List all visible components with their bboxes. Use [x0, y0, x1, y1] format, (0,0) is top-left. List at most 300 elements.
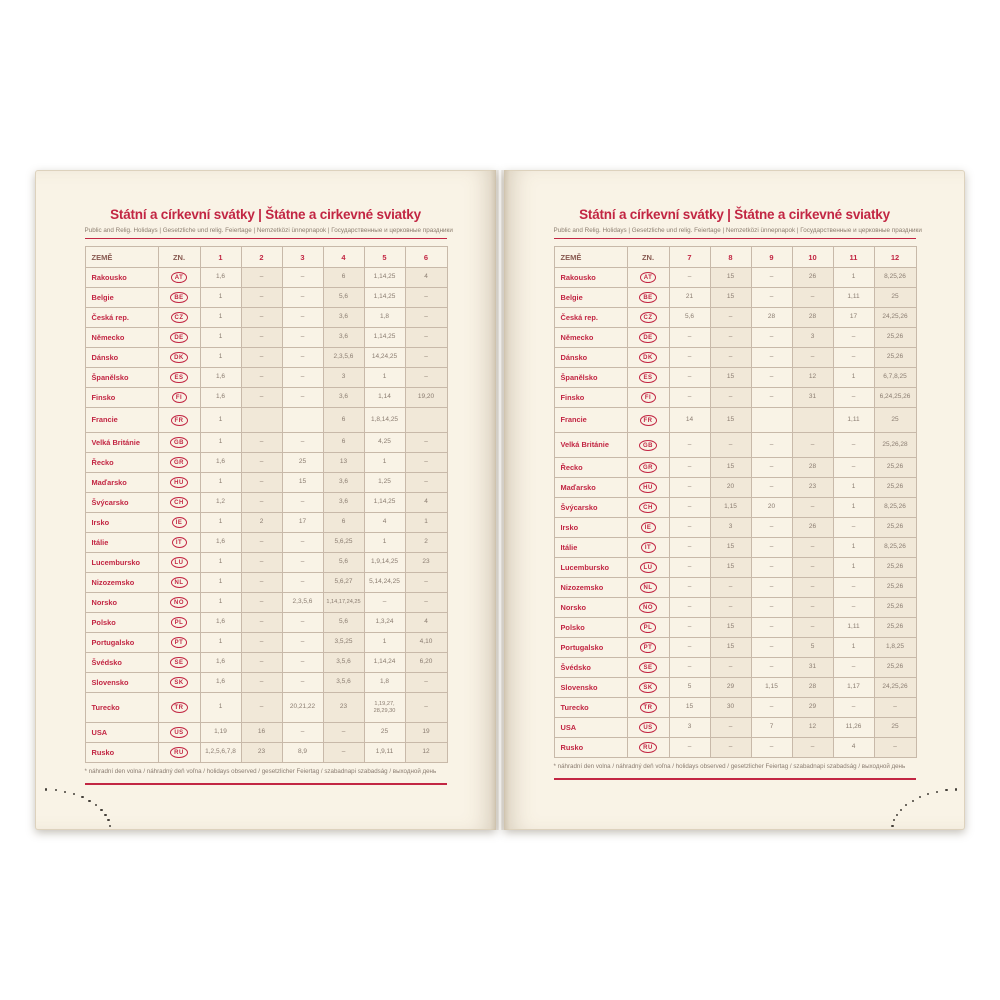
country-code-badge: PT	[640, 642, 657, 653]
country-code-cell	[158, 723, 200, 743]
month-value-cell: 3,5,25	[323, 633, 364, 653]
country-code-cell	[158, 408, 200, 433]
month-value-cell: –	[405, 288, 447, 308]
country-name: Lucembursko	[85, 553, 158, 573]
month-value-cell: 8,25,26	[874, 268, 916, 288]
month-value-cell: 29	[792, 698, 833, 718]
country-code-badge: SK	[170, 677, 187, 688]
month-value-cell: 1,8	[364, 673, 405, 693]
country-code-badge: TR	[171, 702, 188, 713]
country-code-badge: FI	[641, 392, 656, 403]
country-code-badge: US	[639, 722, 656, 733]
month-value-cell: 5,6	[323, 553, 364, 573]
column-header-month: 1	[200, 247, 241, 268]
country-name: Belgie	[554, 288, 627, 308]
month-value-cell: –	[282, 268, 323, 288]
month-value-cell: 25	[874, 718, 916, 738]
country-name: Česká rep.	[554, 308, 627, 328]
month-value-cell: 8,25,26	[874, 538, 916, 558]
month-value-cell: 1	[200, 693, 241, 723]
country-code-badge: BE	[170, 292, 187, 303]
country-code-cell	[158, 348, 200, 368]
month-value-cell: –	[405, 328, 447, 348]
month-value-cell: –	[874, 698, 916, 718]
month-value-cell: –	[751, 368, 792, 388]
month-value-cell: 5	[792, 638, 833, 658]
month-value-cell: 1,6	[200, 368, 241, 388]
column-header-month: 3	[282, 247, 323, 268]
month-value-cell: –	[669, 458, 710, 478]
month-value-cell: –	[669, 598, 710, 618]
month-value-cell: –	[751, 618, 792, 638]
country-code-badge: PL	[640, 622, 657, 633]
month-value-cell: 11,26	[833, 718, 874, 738]
month-value-cell: 15	[710, 408, 751, 433]
table-row	[85, 593, 447, 613]
month-value-cell: 28	[751, 308, 792, 328]
month-value-cell: –	[710, 578, 751, 598]
country-code-cell	[158, 633, 200, 653]
month-value-cell: 1	[833, 368, 874, 388]
country-code-cell	[627, 718, 669, 738]
month-value-cell: –	[241, 593, 282, 613]
month-value-cell: 1,9,11	[364, 743, 405, 763]
month-value-cell: –	[282, 288, 323, 308]
month-value-cell: 15	[710, 368, 751, 388]
month-value-cell: 1,6	[200, 268, 241, 288]
footnote: * náhradní den volna / náhradný deň voľna / holidays observed / gesetzlicher Feiertag / szabadnapi szabadság / выходной день	[553, 763, 906, 770]
month-value-cell: 4	[405, 613, 447, 633]
month-value-cell: –	[792, 498, 833, 518]
month-value-cell: 1,6	[200, 613, 241, 633]
country-code-badge: SK	[639, 682, 656, 693]
country-code-cell	[627, 308, 669, 328]
month-value-cell: 1,14,25	[364, 288, 405, 308]
country-code-cell	[158, 433, 200, 453]
country-code-cell	[627, 328, 669, 348]
table-row	[85, 268, 447, 288]
month-value-cell: 3,6	[323, 473, 364, 493]
month-value-cell: 19	[405, 723, 447, 743]
month-value-cell: 1,6	[200, 533, 241, 553]
month-value-cell: –	[323, 723, 364, 743]
month-value-cell: 4	[405, 493, 447, 513]
country-name: Turecko	[554, 698, 627, 718]
column-header-month: 5	[364, 247, 405, 268]
month-value-cell: –	[282, 653, 323, 673]
country-code-badge: CH	[639, 502, 657, 513]
country-code-badge: FR	[171, 415, 188, 426]
month-value-cell: –	[751, 658, 792, 678]
country-name: Slovensko	[85, 673, 158, 693]
table-row	[85, 743, 447, 763]
month-value-cell: –	[241, 288, 282, 308]
month-value-cell: 5,6,27	[323, 573, 364, 593]
month-value-cell: 25,26	[874, 578, 916, 598]
month-value-cell: –	[669, 348, 710, 368]
month-value-cell: 5	[669, 678, 710, 698]
country-code-cell	[158, 533, 200, 553]
table-row	[554, 718, 916, 738]
month-value-cell: –	[833, 388, 874, 408]
month-value-cell: –	[282, 368, 323, 388]
month-value-cell: –	[669, 368, 710, 388]
month-value-cell: –	[751, 478, 792, 498]
month-value-cell: 23	[241, 743, 282, 763]
country-name: Dánsko	[85, 348, 158, 368]
month-value-cell: –	[282, 348, 323, 368]
month-value-cell: 1	[200, 288, 241, 308]
month-value-cell: 20,21,22	[282, 693, 323, 723]
month-value-cell: 1	[200, 513, 241, 533]
country-code-badge: HU	[639, 482, 657, 493]
table-row	[554, 433, 916, 458]
month-value-cell: –	[751, 558, 792, 578]
country-code-badge: CH	[170, 497, 188, 508]
column-header-month: 2	[241, 247, 282, 268]
month-value-cell: –	[282, 388, 323, 408]
month-value-cell: –	[669, 658, 710, 678]
country-code-badge: DE	[639, 332, 656, 343]
table-row	[554, 678, 916, 698]
month-value-cell: –	[792, 598, 833, 618]
country-code-badge: GB	[170, 437, 188, 448]
perforation-dot	[891, 825, 893, 827]
country-name: USA	[554, 718, 627, 738]
month-value-cell: –	[241, 328, 282, 348]
country-code-badge: GR	[170, 457, 188, 468]
month-value-cell: –	[669, 433, 710, 458]
month-value-cell: 1,6	[200, 673, 241, 693]
month-value-cell: –	[405, 433, 447, 453]
country-code-badge: NL	[640, 582, 657, 593]
country-code-badge: IT	[641, 542, 656, 553]
month-value-cell: –	[405, 473, 447, 493]
bottom-rule	[85, 783, 447, 785]
month-value-cell: –	[751, 738, 792, 758]
month-value-cell: 5,6,25	[323, 533, 364, 553]
month-value-cell: –	[241, 613, 282, 633]
table-row	[85, 673, 447, 693]
country-name: Řecko	[85, 453, 158, 473]
country-name: Francie	[85, 408, 158, 433]
table-row	[554, 388, 916, 408]
month-value-cell: 25	[364, 723, 405, 743]
country-name: Irsko	[554, 518, 627, 538]
month-value-cell: 5,6	[323, 613, 364, 633]
month-value-cell: 1,14,25	[364, 268, 405, 288]
page-subtitle: Public and Relig. Holidays | Gesetzliche und relig. Feiertage | Nemzetközi ünnepnapok | Государственные и церковные праздники	[84, 227, 453, 234]
table-row	[554, 618, 916, 638]
holidays-table-months-7-12	[554, 246, 917, 758]
country-code-badge: GB	[639, 440, 657, 451]
country-name: Rakousko	[554, 268, 627, 288]
column-header-month: 4	[323, 247, 364, 268]
month-value-cell: 21	[669, 288, 710, 308]
country-code-cell	[158, 388, 200, 408]
column-header-month: 8	[710, 247, 751, 268]
perforation-dot	[100, 809, 102, 811]
country-name: Itálie	[85, 533, 158, 553]
month-value-cell: –	[323, 743, 364, 763]
month-value-cell: –	[282, 328, 323, 348]
month-value-cell: 20	[751, 498, 792, 518]
table-row	[85, 653, 447, 673]
month-value-cell: 2	[405, 533, 447, 553]
month-value-cell: –	[833, 348, 874, 368]
month-value-cell: 4	[405, 268, 447, 288]
table-row	[554, 348, 916, 368]
table-row	[85, 633, 447, 653]
month-value-cell: 12	[405, 743, 447, 763]
month-value-cell: 1	[364, 633, 405, 653]
column-header-month: 9	[751, 247, 792, 268]
column-header-month: 6	[405, 247, 447, 268]
month-value-cell: –	[282, 533, 323, 553]
month-value-cell: 4,10	[405, 633, 447, 653]
month-value-cell: 3,6	[323, 388, 364, 408]
month-value-cell: 1,11	[833, 288, 874, 308]
country-code-cell	[627, 458, 669, 478]
month-value-cell: 16	[241, 723, 282, 743]
month-value-cell: –	[710, 718, 751, 738]
month-value-cell	[282, 408, 323, 433]
country-name: USA	[85, 723, 158, 743]
month-value-cell: –	[710, 328, 751, 348]
month-value-cell: –	[710, 738, 751, 758]
page-title: Státní a církevní svátky | Štátne a cirkevné sviatky	[110, 207, 421, 222]
month-value-cell: 25,26	[874, 618, 916, 638]
month-value-cell: 3	[323, 368, 364, 388]
table-row	[554, 638, 916, 658]
country-code-cell	[158, 268, 200, 288]
table-row	[85, 493, 447, 513]
month-value-cell: 5,14,24,25	[364, 573, 405, 593]
month-value-cell: –	[751, 698, 792, 718]
country-name: Slovensko	[554, 678, 627, 698]
country-code-cell	[158, 653, 200, 673]
country-code-cell	[627, 478, 669, 498]
month-value-cell: –	[282, 308, 323, 328]
month-value-cell: 6,7,8,25	[874, 368, 916, 388]
table-row	[554, 478, 916, 498]
month-value-cell: 1	[200, 308, 241, 328]
country-code-cell	[158, 493, 200, 513]
month-value-cell: –	[405, 308, 447, 328]
month-value-cell: 1,14	[364, 388, 405, 408]
country-code-cell	[627, 618, 669, 638]
month-value-cell: –	[405, 673, 447, 693]
month-value-cell: 1	[200, 328, 241, 348]
month-value-cell: 4,25	[364, 433, 405, 453]
month-value-cell: –	[282, 493, 323, 513]
country-code-cell	[627, 738, 669, 758]
country-code-cell	[627, 433, 669, 458]
table-row	[554, 738, 916, 758]
month-value-cell: 25,26,28	[874, 433, 916, 458]
month-value-cell: 12	[792, 368, 833, 388]
table-row	[554, 558, 916, 578]
country-code-cell	[627, 518, 669, 538]
country-name: Německo	[85, 328, 158, 348]
month-value-cell: 1,6	[200, 453, 241, 473]
table-row	[554, 578, 916, 598]
month-value-cell: 1	[833, 268, 874, 288]
month-value-cell: 2	[241, 513, 282, 533]
page-title: Státní a církevní svátky | Štátne a cirkevné sviatky	[579, 207, 890, 222]
month-value-cell: 23	[323, 693, 364, 723]
month-value-cell: 8,25,26	[874, 498, 916, 518]
month-value-cell: –	[833, 598, 874, 618]
open-diary-book	[35, 170, 965, 830]
perforation-dot	[88, 800, 90, 802]
month-value-cell: 24,25,26	[874, 678, 916, 698]
column-header-country: ZEMĚ	[85, 247, 158, 268]
country-name: Německo	[554, 328, 627, 348]
month-value-cell: 12	[792, 718, 833, 738]
month-value-cell: 25,26	[874, 598, 916, 618]
month-value-cell: –	[669, 538, 710, 558]
month-value-cell: 1,14,24	[364, 653, 405, 673]
month-value-cell: –	[282, 553, 323, 573]
table-row	[554, 288, 916, 308]
column-header-month: 11	[833, 247, 874, 268]
country-name: Finsko	[554, 388, 627, 408]
country-code-cell	[158, 673, 200, 693]
country-code-badge: NO	[170, 597, 188, 608]
column-header-month: 7	[669, 247, 710, 268]
month-value-cell: –	[405, 573, 447, 593]
month-value-cell: 25	[874, 288, 916, 308]
month-value-cell: 25,26	[874, 518, 916, 538]
month-value-cell: 1	[200, 573, 241, 593]
month-value-cell: 29	[710, 678, 751, 698]
table-row	[554, 498, 916, 518]
month-value-cell: –	[710, 388, 751, 408]
month-value-cell: 15	[710, 458, 751, 478]
month-value-cell: 15	[710, 268, 751, 288]
month-value-cell: –	[241, 433, 282, 453]
country-name: Lucembursko	[554, 558, 627, 578]
month-value-cell: 1,11	[833, 618, 874, 638]
table-row	[554, 598, 916, 618]
country-name: Dánsko	[554, 348, 627, 368]
month-value-cell	[241, 408, 282, 433]
country-code-badge: NL	[171, 577, 188, 588]
month-value-cell: 1,3,24	[364, 613, 405, 633]
table-row	[85, 573, 447, 593]
month-value-cell: 3	[669, 718, 710, 738]
month-value-cell: 1,8,25	[874, 638, 916, 658]
country-code-badge: CZ	[640, 312, 657, 323]
country-code-cell	[627, 558, 669, 578]
diary-page-right	[504, 170, 965, 830]
month-value-cell: –	[669, 328, 710, 348]
country-code-cell	[627, 538, 669, 558]
country-code-cell	[158, 473, 200, 493]
country-name: Finsko	[85, 388, 158, 408]
country-name: Velká Británie	[554, 433, 627, 458]
month-value-cell: 1	[364, 533, 405, 553]
month-value-cell: –	[669, 478, 710, 498]
month-value-cell: 8,9	[282, 743, 323, 763]
country-code-badge: IT	[172, 537, 187, 548]
month-value-cell: 6,20	[405, 653, 447, 673]
country-code-badge: RU	[170, 747, 188, 758]
month-value-cell: 1	[833, 478, 874, 498]
month-value-cell: 26	[792, 518, 833, 538]
table-row	[554, 368, 916, 388]
month-value-cell: –	[282, 613, 323, 633]
table-row	[554, 458, 916, 478]
perforation-dot	[896, 814, 898, 816]
month-value-cell: 2,3,5,6	[323, 348, 364, 368]
month-value-cell: 1,17	[833, 678, 874, 698]
month-value-cell: 4	[364, 513, 405, 533]
month-value-cell: –	[751, 638, 792, 658]
month-value-cell: 15	[710, 618, 751, 638]
month-value-cell: 5,6	[323, 288, 364, 308]
perforation-dot	[912, 800, 914, 802]
page-subtitle: Public and Relig. Holidays | Gesetzliche und relig. Feiertage | Nemzetközi ünnepnapok | Государственные и церковные праздники	[553, 227, 922, 234]
month-value-cell: –	[792, 618, 833, 638]
table-row	[85, 693, 447, 723]
month-value-cell: 15	[282, 473, 323, 493]
month-value-cell: –	[405, 368, 447, 388]
month-value-cell: –	[241, 453, 282, 473]
month-value-cell: –	[751, 348, 792, 368]
month-value-cell: –	[751, 578, 792, 598]
table-row	[85, 408, 447, 433]
table-row	[85, 433, 447, 453]
subtitle-divider-rule	[554, 238, 916, 239]
country-name: Nizozemsko	[554, 578, 627, 598]
table-row	[85, 388, 447, 408]
table-row	[85, 453, 447, 473]
month-value-cell: 1	[200, 348, 241, 368]
country-name: Norsko	[85, 593, 158, 613]
month-value-cell: 3,5,6	[323, 673, 364, 693]
month-value-cell: –	[669, 558, 710, 578]
table-row	[85, 533, 447, 553]
month-value-cell: 1,14,25	[364, 493, 405, 513]
month-value-cell: 25,26	[874, 558, 916, 578]
month-value-cell: –	[710, 598, 751, 618]
month-value-cell: 1,25	[364, 473, 405, 493]
country-name: Polsko	[85, 613, 158, 633]
month-value-cell: –	[792, 433, 833, 458]
month-value-cell: 4	[833, 738, 874, 758]
month-value-cell: –	[241, 533, 282, 553]
month-value-cell: –	[282, 723, 323, 743]
month-value-cell: 17	[282, 513, 323, 533]
country-name: Francie	[554, 408, 627, 433]
country-code-badge: AT	[171, 272, 188, 283]
month-value-cell: –	[833, 518, 874, 538]
month-value-cell: 31	[792, 658, 833, 678]
country-name: Španělsko	[85, 368, 158, 388]
month-value-cell: –	[751, 288, 792, 308]
country-code-cell	[627, 678, 669, 698]
month-value-cell: 1	[200, 593, 241, 613]
column-header-code: ZN.	[627, 247, 669, 268]
month-value-cell: 6,24,25,26	[874, 388, 916, 408]
month-value-cell: –	[241, 673, 282, 693]
country-code-cell	[627, 268, 669, 288]
month-value-cell: 2,3,5,6	[282, 593, 323, 613]
month-value-cell: –	[833, 698, 874, 718]
month-value-cell: –	[241, 633, 282, 653]
